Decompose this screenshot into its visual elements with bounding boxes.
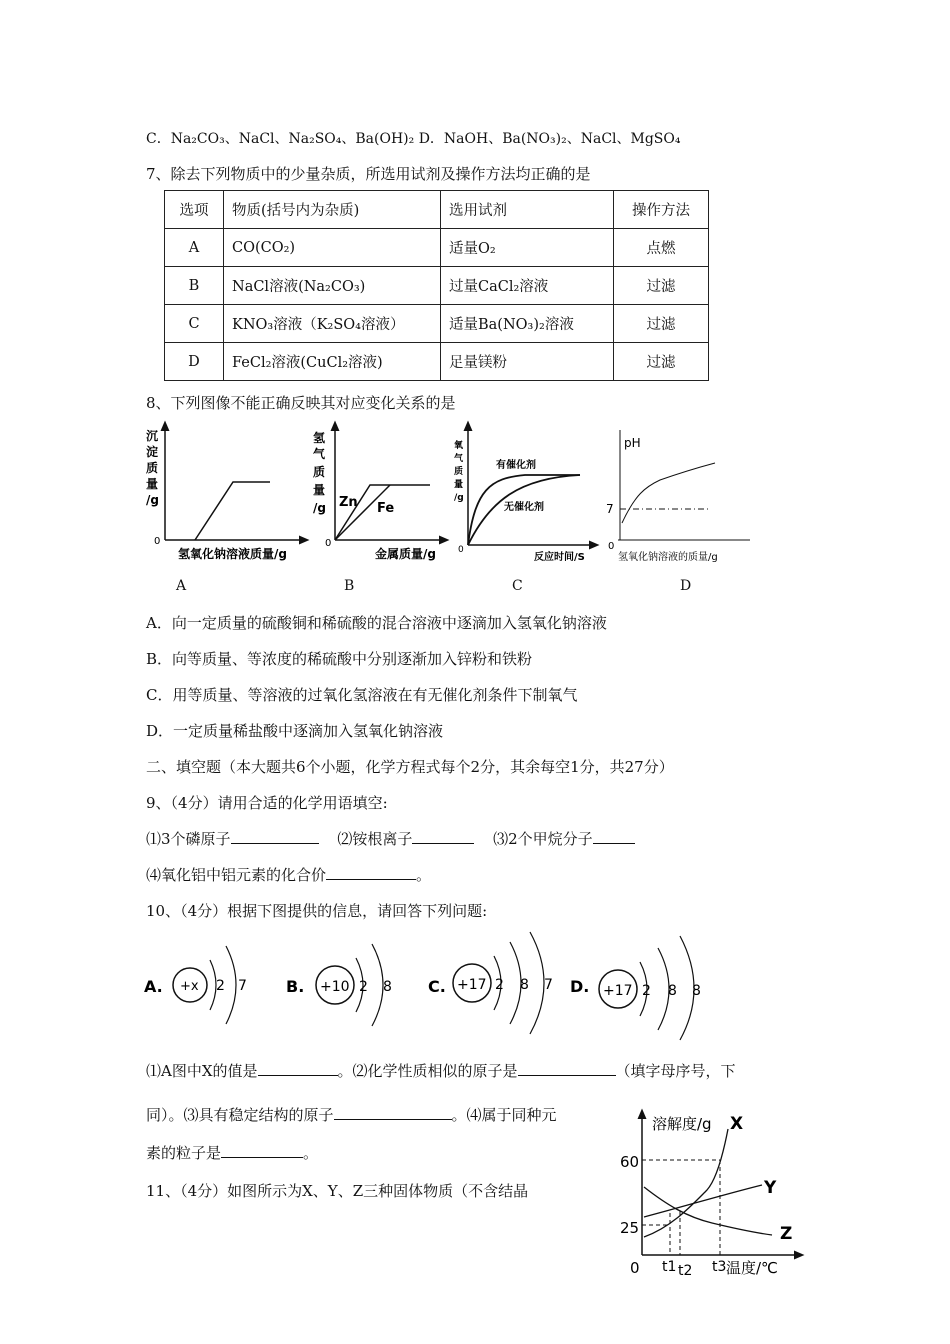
q9-row2 xyxy=(146,864,431,885)
graph-c xyxy=(450,420,600,565)
q10-stem: 10、（4分）根据下图提供的信息，请回答下列问题: xyxy=(146,902,488,920)
origin-label: 0 xyxy=(325,538,332,549)
x-axis-label: 反应时间/S xyxy=(534,552,585,563)
shell-electrons: 2 xyxy=(216,978,225,994)
origin-label: 0 xyxy=(458,545,464,555)
q10-text: （填字母序号，下 xyxy=(615,1062,736,1080)
shell-electrons: 8 xyxy=(520,977,529,993)
table-header: 选项 xyxy=(165,191,224,229)
atom-structure-diagram xyxy=(140,928,720,1043)
y-axis-label: 溶解度/g xyxy=(652,1115,712,1133)
y-label-char: 淀 xyxy=(146,445,159,459)
zn-label: Zn xyxy=(339,495,358,510)
series-y-curve xyxy=(644,1185,762,1217)
precipitate-curve xyxy=(195,482,270,540)
q10-text: 。⑵化学性质相似的原子是 xyxy=(337,1062,518,1080)
series-x-label: X xyxy=(730,1114,744,1134)
q8-stem: 8、下列图像不能正确反映其对应变化关系的是 xyxy=(146,394,456,412)
table-row xyxy=(165,267,709,305)
table-row xyxy=(165,343,709,381)
q10-text: ⑴A图中X的值是 xyxy=(146,1062,258,1080)
table-cell: D xyxy=(165,343,224,381)
table-cell: 适量Ba(NO₃)₂溶液 xyxy=(441,305,614,343)
q7-table xyxy=(164,190,709,381)
q10-text: 素的粒子是 xyxy=(146,1144,222,1162)
x-axis-label: 氢氧化钠溶液质量/g xyxy=(178,547,287,561)
origin-label: 0 xyxy=(630,1259,640,1277)
graph-label: D xyxy=(680,578,692,594)
series-z-label: Z xyxy=(780,1224,793,1244)
origin-label: 0 xyxy=(608,541,615,552)
table-header: 选用试剂 xyxy=(441,191,614,229)
table-cell: 过滤 xyxy=(614,305,709,343)
q9-part3: ⑶2个甲烷分子 xyxy=(493,830,593,848)
y-axis-label: pH xyxy=(624,436,641,450)
x-axis-label: 氢氧化钠溶液的质量/g xyxy=(618,552,718,563)
table-cell: 足量镁粉 xyxy=(441,343,614,381)
y-label-char: /g xyxy=(313,501,326,515)
nucleus-charge: +17 xyxy=(603,983,633,999)
y-label-char: 量 xyxy=(146,477,159,491)
q10-text: 同）。⑶具有稳定结构的原子 xyxy=(146,1106,334,1124)
table-header-row xyxy=(165,191,709,229)
q9-row1 xyxy=(146,828,635,849)
table-cell: KNO₃溶液（K₂SO₄溶液） xyxy=(224,305,441,343)
q8-option-d: D．一定质量稀盐酸中逐滴加入氢氧化钠溶液 xyxy=(146,722,444,740)
electron-shell xyxy=(226,946,236,1024)
x-tick-t2: t2 xyxy=(678,1263,693,1279)
table-cell: FeCl₂溶液(CuCl₂溶液) xyxy=(224,343,441,381)
x-tick-t1: t1 xyxy=(662,1259,677,1275)
y-label-char: 气 xyxy=(313,447,326,461)
fe-label: Fe xyxy=(377,501,395,516)
answer-blank[interactable] xyxy=(221,1143,303,1158)
shell-electrons: 2 xyxy=(642,983,651,999)
origin-label: 0 xyxy=(154,536,161,547)
catalyst-label: 有催化剂 xyxy=(496,460,536,471)
q10-line1 xyxy=(146,1060,736,1081)
x-axis-label: 温度/℃ xyxy=(726,1259,778,1277)
solubility-chart xyxy=(612,1105,807,1280)
q11-stem: 11、（4分）如图所示为X、Y、Z三种固体物质（不含结晶 xyxy=(146,1182,529,1200)
q10-line2 xyxy=(146,1104,557,1125)
q6-options-cd: C．Na₂CO₃、NaCl、Na₂SO₄、Ba(OH)₂ D．NaOH、Ba(NO₃)₂、NaCl、MgSO₄ xyxy=(146,131,681,147)
y-label-char: 氧 xyxy=(454,441,464,451)
shell-electrons: 7 xyxy=(544,977,553,993)
nucleus-charge: +x xyxy=(180,979,199,994)
graph-a xyxy=(140,420,310,565)
answer-blank[interactable] xyxy=(412,829,474,844)
q9-part2: ⑵铵根离子 xyxy=(337,830,413,848)
electron-shell xyxy=(530,932,544,1034)
shell-electrons: 8 xyxy=(692,983,701,999)
q9-part1: ⑴3个磷原子 xyxy=(146,830,231,848)
table-cell: A xyxy=(165,229,224,267)
table-row xyxy=(165,305,709,343)
q8-option-c: C．用等质量、等溶液的过氧化氢溶液在有无催化剂条件下制氧气 xyxy=(146,686,578,704)
electron-shell xyxy=(372,944,383,1026)
q7-stem: 7、除去下列物质中的少量杂质，所选用试剂及操作方法均正确的是 xyxy=(146,165,591,183)
answer-blank[interactable] xyxy=(258,1061,338,1076)
y-label-char: /g xyxy=(146,493,159,507)
no-catalyst-label: 无催化剂 xyxy=(504,502,544,513)
q10-text: 。⑷属于同种元 xyxy=(451,1106,557,1124)
table-cell: C xyxy=(165,305,224,343)
graph-label: C xyxy=(512,578,523,594)
answer-blank[interactable] xyxy=(518,1061,616,1076)
y-label-char: 质 xyxy=(146,461,159,475)
table-cell: B xyxy=(165,267,224,305)
q9-stem: 9、（4分）请用合适的化学用语填空: xyxy=(146,794,388,812)
q9-part4: ⑷氧化铝中铝元素的化合价 xyxy=(146,866,327,884)
table-cell: CO(CO₂) xyxy=(224,229,441,267)
y-label-char: 质 xyxy=(454,467,464,477)
answer-blank[interactable] xyxy=(334,1105,452,1120)
y-tick-60: 60 xyxy=(620,1153,640,1171)
graph-b xyxy=(305,420,450,565)
table-cell: 点燃 xyxy=(614,229,709,267)
atom-label: C. xyxy=(428,977,446,996)
shell-electrons: 2 xyxy=(359,979,368,995)
shell-electrons: 7 xyxy=(238,978,247,994)
table-cell: NaCl溶液(Na₂CO₃) xyxy=(224,267,441,305)
y-label-char: 质 xyxy=(313,465,326,479)
shell-electrons: 8 xyxy=(383,979,392,995)
y-label-char: 沉 xyxy=(146,429,159,443)
graph-d xyxy=(600,425,760,570)
q8-option-b: B．向等质量、等浓度的稀硫酸中分别逐渐加入锌粉和铁粉 xyxy=(146,650,533,668)
graph-label: B xyxy=(344,578,355,594)
answer-blank[interactable] xyxy=(231,829,319,844)
y-label-char: 量 xyxy=(313,483,326,497)
atom-label: D. xyxy=(570,977,590,996)
q10-line3 xyxy=(146,1142,318,1163)
table-cell: 过滤 xyxy=(614,343,709,381)
series-y-label: Y xyxy=(764,1178,777,1198)
nucleus-charge: +17 xyxy=(457,977,487,993)
x-tick-t3: t3 xyxy=(712,1259,727,1275)
atom-label: A. xyxy=(144,977,163,996)
series-x-curve xyxy=(644,1129,728,1237)
table-header: 操作方法 xyxy=(614,191,709,229)
answer-blank[interactable] xyxy=(326,865,416,880)
y-label-char: 氢 xyxy=(313,431,326,445)
table-header: 物质(括号内为杂质) xyxy=(224,191,441,229)
y-label-char: 量 xyxy=(454,480,464,490)
period: 。 xyxy=(416,866,432,884)
y-tick-25: 25 xyxy=(620,1219,640,1237)
table-cell: 过量CaCl₂溶液 xyxy=(441,267,614,305)
answer-blank[interactable] xyxy=(593,829,635,844)
nucleus-charge: +10 xyxy=(320,979,350,995)
y-label-char: /g xyxy=(454,493,464,503)
ph-curve xyxy=(622,463,715,523)
table-cell: 适量O₂ xyxy=(441,229,614,267)
x-axis-label: 金属质量/g xyxy=(375,547,436,561)
table-row xyxy=(165,229,709,267)
shell-electrons: 8 xyxy=(668,983,677,999)
ph7-label: 7 xyxy=(606,502,614,516)
y-label-char: 气 xyxy=(454,454,464,464)
shell-electrons: 2 xyxy=(495,977,504,993)
atom-label: B. xyxy=(286,977,305,996)
q8-option-a: A．向一定质量的硫酸铜和稀硫酸的混合溶液中逐滴加入氢氧化钠溶液 xyxy=(146,614,607,632)
q10-text: 。 xyxy=(303,1144,319,1162)
graph-label: A xyxy=(176,578,187,594)
table-cell: 过滤 xyxy=(614,267,709,305)
section-heading: 二、填空题（本大题共6个小题，化学方程式每个2分，其余每空1分，共27分） xyxy=(146,758,674,776)
